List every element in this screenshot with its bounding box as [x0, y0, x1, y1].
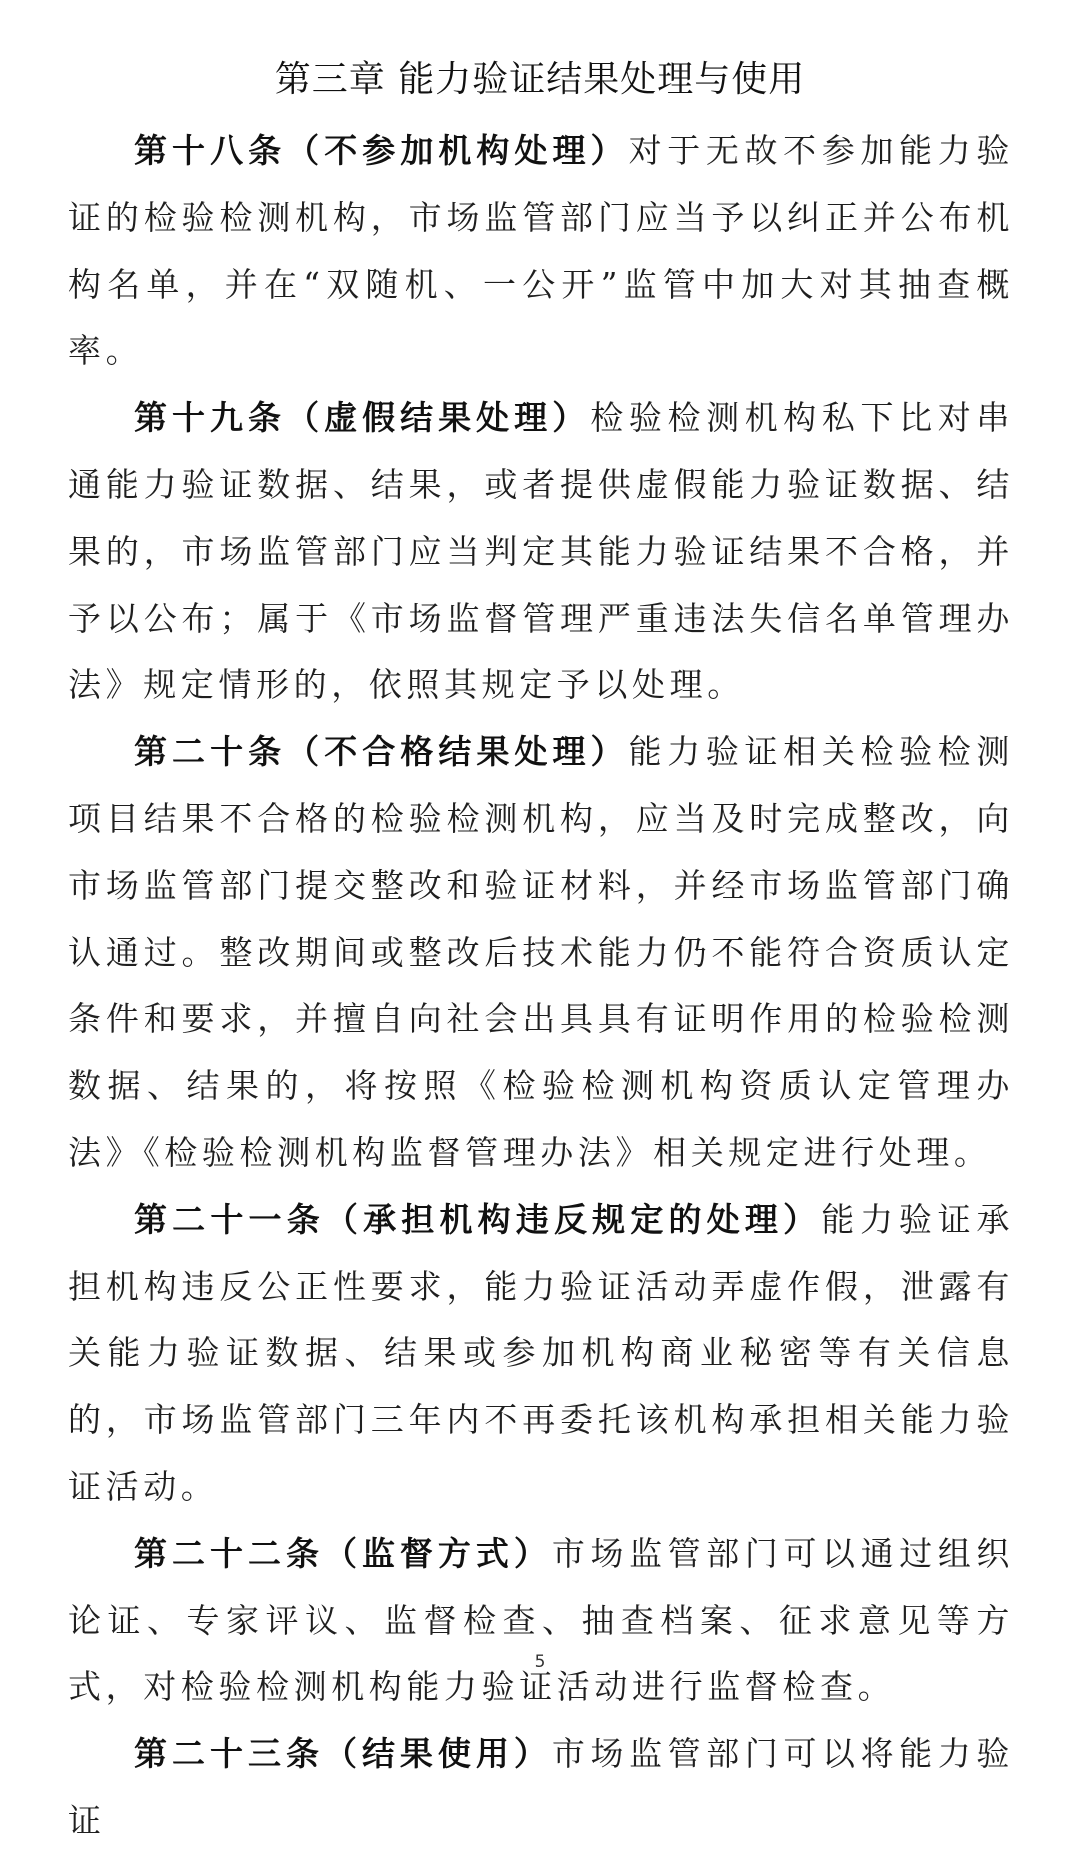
article-19 [68, 385, 1014, 719]
article-heading: 第十八条（不参加机构处理） [134, 131, 629, 170]
article-body: 对于无故不参加能力验证的检验检测机构，市场监管部门应当予以纠正并公布机构名单，并在“双随机、一公开”监管中加大对其抽查概率。 [68, 131, 1015, 371]
article-body: 能力验证承担机构违反公正性要求，能力验证活动弄虚作假，泄露有关能力验证数据、结果或参加机构商业秘密等有关信息的，市场监管部门三年内不再委托该机构承担相关能力验证活动。 [68, 1199, 1015, 1506]
article-22 [68, 1521, 1014, 1721]
article-body: 检验检测机构私下比对串通能力验证数据、结果，或者提供虚假能力验证数据、结果的，市场监管部门应当判定其能力验证结果不合格，并予以公布；属于《市场监督管理严重违法失信名单管理办法》规定情形的，依照其规定予以处理。 [68, 398, 1014, 705]
article-23 [68, 1721, 1014, 1855]
article-18 [68, 118, 1014, 385]
article-heading: 第二十条（不合格结果处理） [134, 732, 629, 772]
page-number: 5 [534, 1652, 546, 1672]
article-heading: 第十九条（虚假结果处理） [134, 398, 591, 438]
article-heading: 第二十一条（承担机构违反规定的处理） [134, 1199, 822, 1239]
article-heading: 第二十三条（结果使用） [134, 1734, 552, 1774]
article-body: 市场监管部门可以通过组织论证、专家评议、监督检查、抽查档案、征求意见等方式，对检验检测机构能力验证活动进行监督检查。 [68, 1533, 1015, 1707]
article-heading: 第二十二条（监督方式） [134, 1533, 552, 1573]
article-body: 市场监管部门可以将能力验证 [68, 1734, 1015, 1840]
article-list [68, 118, 1014, 1855]
article-body: 能力验证相关检验检测项目结果不合格的检验检测机构，应当及时完成整改，向市场监管部门提交整改和验证材料，并经市场监管部门确认通过。整改期间或整改后技术能力仍不能符合资质认定条件和要求，并擅自向社会出具具有证明作用的检验检测数据、结果的，将按照《检验检测机构资质认定管理办法》《检验检测机构监督管理办法》相关规定进行处理。 [68, 732, 1015, 1172]
article-21 [68, 1187, 1014, 1521]
chapter-title: 第三章 能力验证结果处理与使用 [274, 59, 806, 100]
article-20 [68, 719, 1014, 1187]
